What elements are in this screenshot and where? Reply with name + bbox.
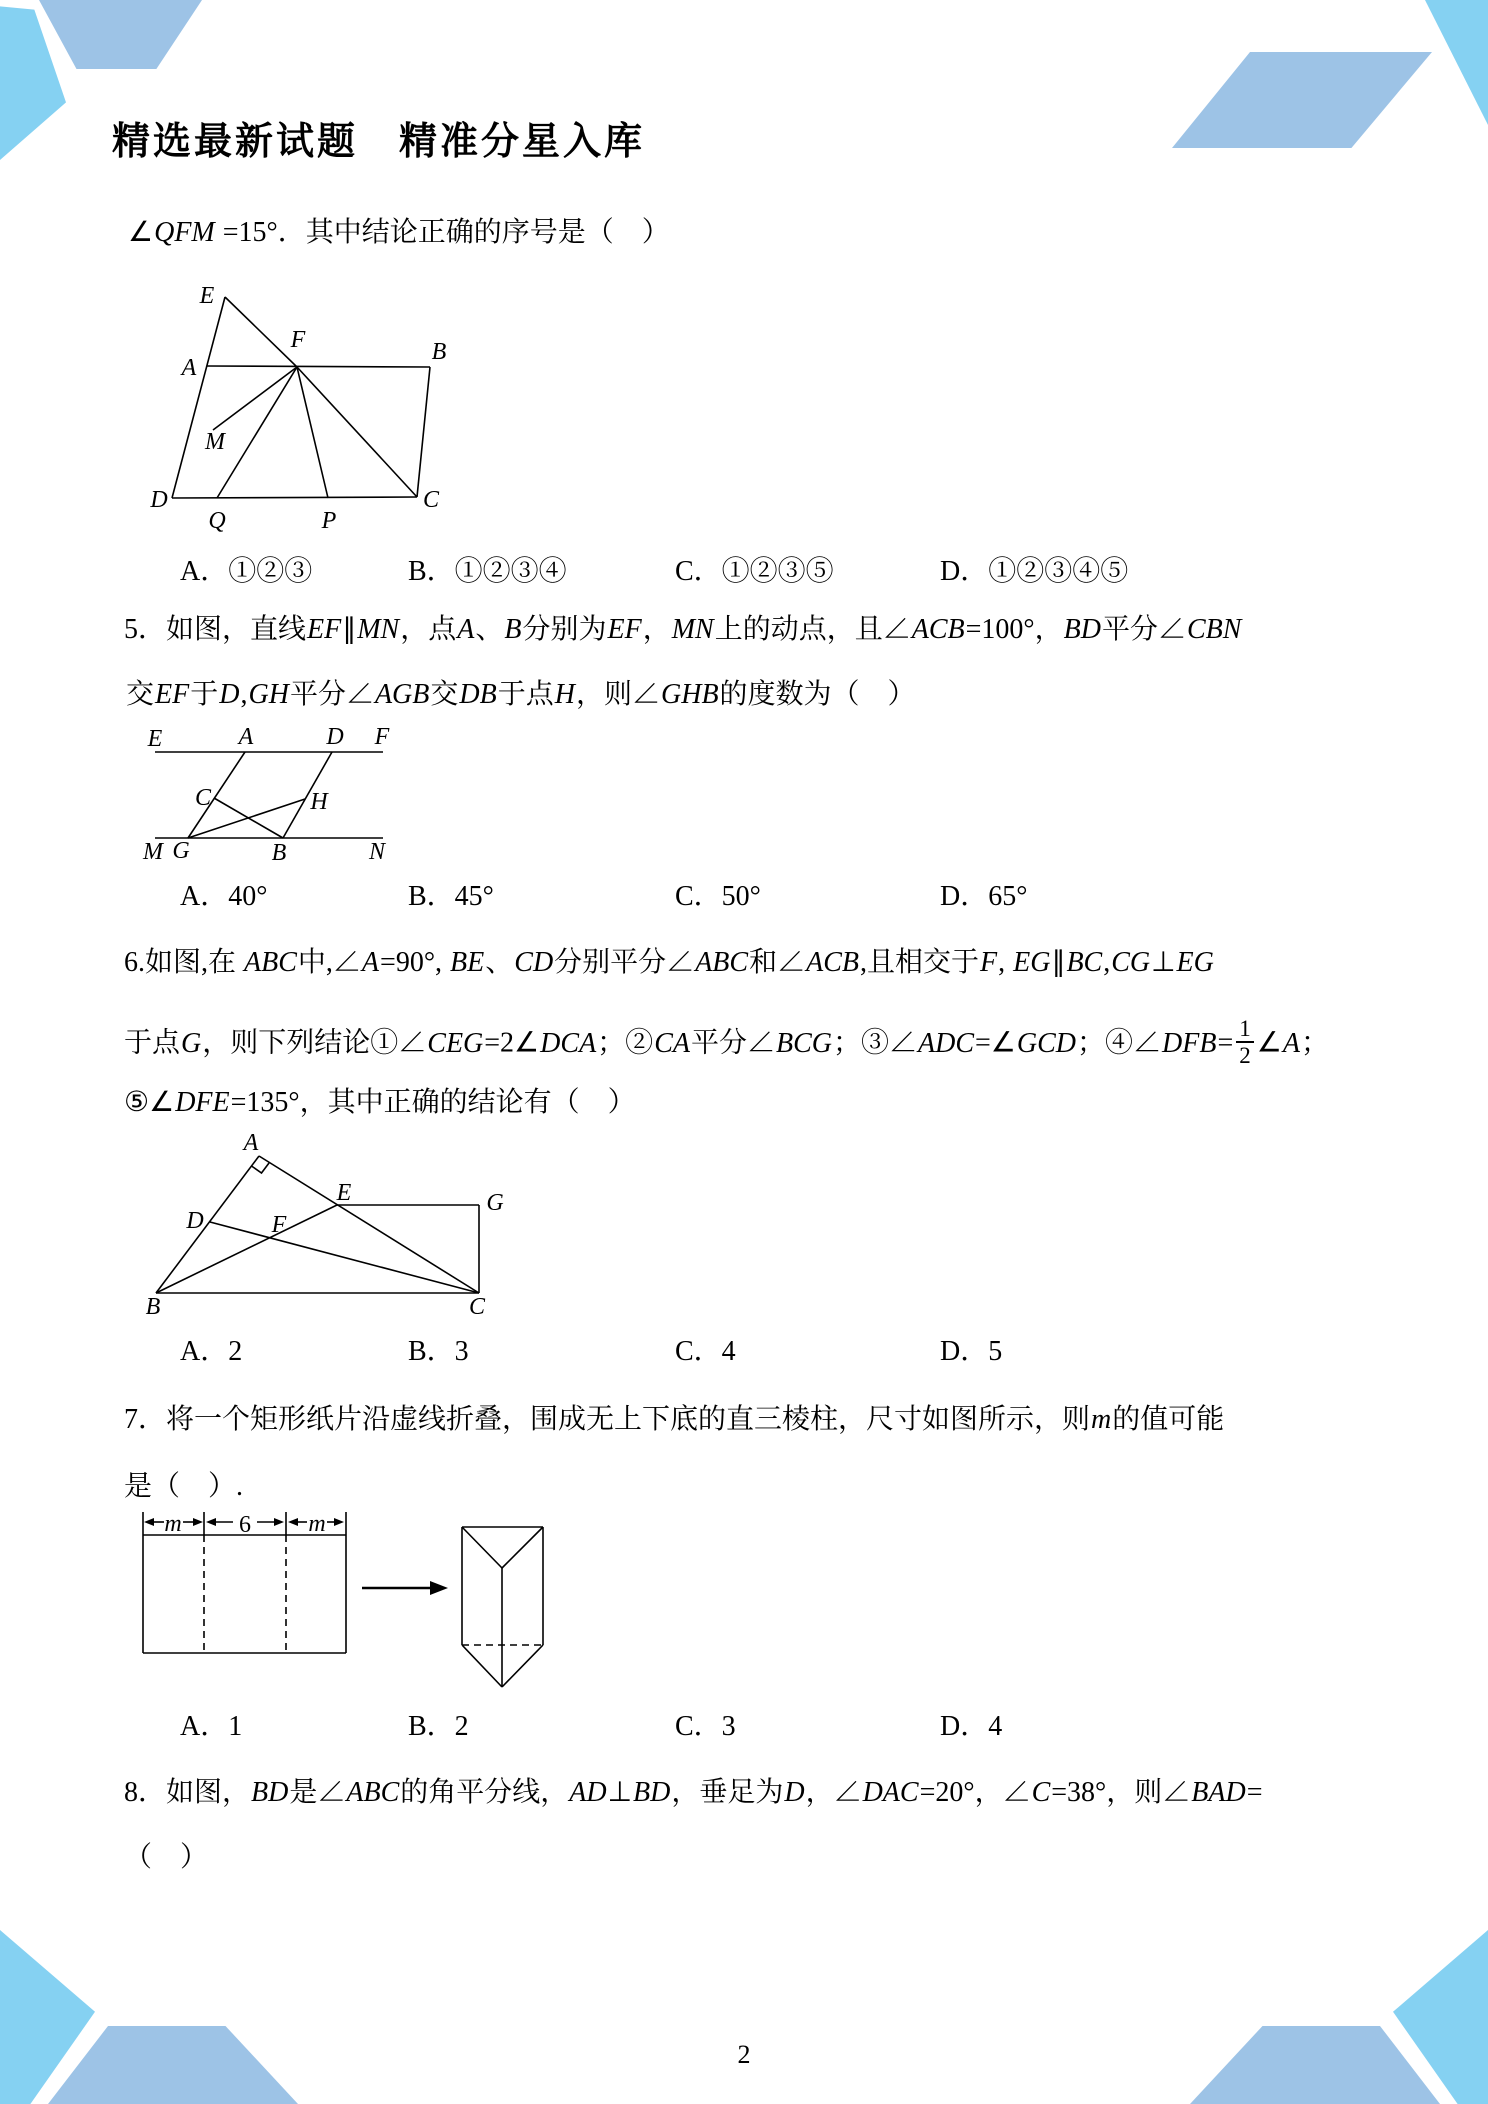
q6-option-a: A．2: [180, 1336, 243, 1367]
q7-option-a: A．1: [180, 1711, 243, 1742]
q5-option-a: A．40°: [180, 881, 268, 912]
question-4-tail-line: ∠QFM =15°．其中结论正确的序号是（ ）: [128, 217, 670, 248]
q7-option-d: D．4: [940, 1711, 1003, 1742]
q6-fraction-denominator: 2: [1239, 1043, 1251, 1069]
q5-label-c: C: [194, 785, 212, 811]
q6-label-f: F: [271, 1212, 287, 1238]
q6-option-d: D．5: [940, 1336, 1003, 1367]
q4-label-p: P: [321, 508, 337, 534]
q5-option-c: C．50°: [675, 881, 761, 912]
q4-label-q: Q: [208, 508, 226, 534]
q4-label-c: C: [422, 487, 440, 513]
question-7-line-2: 是（ ）.: [124, 1471, 244, 1502]
question-5-line-2: 交EF于D,GH平分∠AGB交DB于点H，则∠GHB的度数为（ ）: [126, 679, 916, 710]
page-header-title: 精选最新试题 精准分星入库: [112, 121, 646, 163]
q4-label-m: M: [205, 429, 225, 455]
q6-label-b: B: [145, 1294, 161, 1320]
q7-option-c: C．3: [675, 1711, 736, 1742]
q7-option-b: B．2: [408, 1711, 469, 1742]
q5-option-b: B．45°: [408, 881, 494, 912]
top-left-dark-trapezoid: [39, 0, 202, 69]
q7-dim-m-right: m: [308, 1511, 326, 1537]
q6-fraction: [1236, 1016, 1254, 1069]
question-7-line-1: 7．将一个矩形纸片沿虚线折叠，围成无上下底的直三棱柱，尺寸如图所示，则m的值可能: [124, 1404, 1225, 1435]
q7-dim-m-left: m: [164, 1511, 182, 1537]
q4-option-a: A．①②③: [180, 556, 313, 587]
q5-label-n: N: [368, 839, 386, 865]
q6-fraction-numerator: 1: [1236, 1016, 1254, 1043]
q6-label-e: E: [336, 1180, 352, 1206]
q6-figure: [145, 1128, 505, 1318]
q6-option-c: C．4: [675, 1336, 736, 1367]
q4-option-d: D．①②③④⑤: [940, 556, 1129, 587]
question-6-line-2: [124, 1016, 1330, 1072]
q7-prism: [462, 1527, 543, 1687]
q4-figure: [145, 283, 465, 533]
q5-label-f: F: [374, 724, 390, 750]
question-5-line-1: 5．如图，直线EF∥MN，点A、B分别为EF，MN上的动点，且∠ACB=100°，BD平分∠CBN: [124, 614, 1242, 645]
q5-figure: [143, 724, 395, 866]
q6-label-a: A: [243, 1130, 259, 1156]
q5-label-b: B: [271, 840, 287, 866]
question-6-line-3: ⑤∠DFE=135°，其中正确的结论有（ ）: [124, 1087, 636, 1118]
q4-label-d: D: [150, 487, 168, 513]
q4-label-f: F: [290, 327, 306, 353]
q6-figure-lines: [156, 1156, 479, 1293]
q6-label-c: C: [468, 1294, 486, 1320]
top-right-dark-trapezoid: [1172, 52, 1432, 148]
q7-fold-arrow: [362, 1581, 448, 1595]
question-8-line-2: （ ）: [124, 1842, 209, 1873]
top-right-light-triangle: [1425, 0, 1488, 125]
q5-option-d: D．65°: [940, 881, 1028, 912]
q4-option-b: B．①②③④: [408, 556, 567, 587]
q6-label-d: D: [186, 1208, 204, 1234]
q7-figure: [140, 1505, 560, 1700]
question-8-line-1: 8．如图，BD是∠ABC的角平分线，AD⊥BD，垂足为D，∠DAC=20°，∠C=38°，则∠BAD=: [124, 1777, 1263, 1808]
q7-options: [0, 1707, 1488, 1747]
q6-label-g: G: [486, 1190, 504, 1216]
q5-label-h: H: [310, 789, 328, 815]
q4-options: [0, 552, 1488, 592]
q5-label-m: M: [143, 839, 163, 865]
q7-dim-width: 6: [239, 1512, 251, 1538]
q6-line2-pre: 于点G，则下列结论①∠CEG=2∠DCA；②CA平分∠BCG；③∠ADC=∠GCD；④∠DFB=: [124, 1027, 1234, 1059]
q5-options: [0, 877, 1488, 917]
q5-label-g: G: [172, 838, 190, 864]
q4-label-a: A: [181, 355, 197, 381]
q6-options: [0, 1332, 1488, 1372]
q4-label-e: E: [199, 283, 215, 309]
q4-label-b: B: [431, 339, 447, 365]
q5-label-d: D: [326, 724, 344, 750]
q6-line2-post: ∠A；: [1256, 1027, 1330, 1059]
q5-label-e: E: [147, 726, 163, 752]
right-angle-mark: [252, 1163, 270, 1173]
q5-label-a: A: [238, 724, 254, 750]
q4-option-c: C．①②③⑤: [675, 556, 834, 587]
q5-figure-lines: [155, 752, 383, 838]
question-6-line-1: 6.如图,在 ABC中,∠A=90°, BE、CD分别平分∠ABC和∠ACB,且相交于F, EG∥BC,CG⊥EG: [124, 947, 1214, 978]
page-number: 2: [737, 2040, 751, 2069]
q6-option-b: B．3: [408, 1336, 469, 1367]
